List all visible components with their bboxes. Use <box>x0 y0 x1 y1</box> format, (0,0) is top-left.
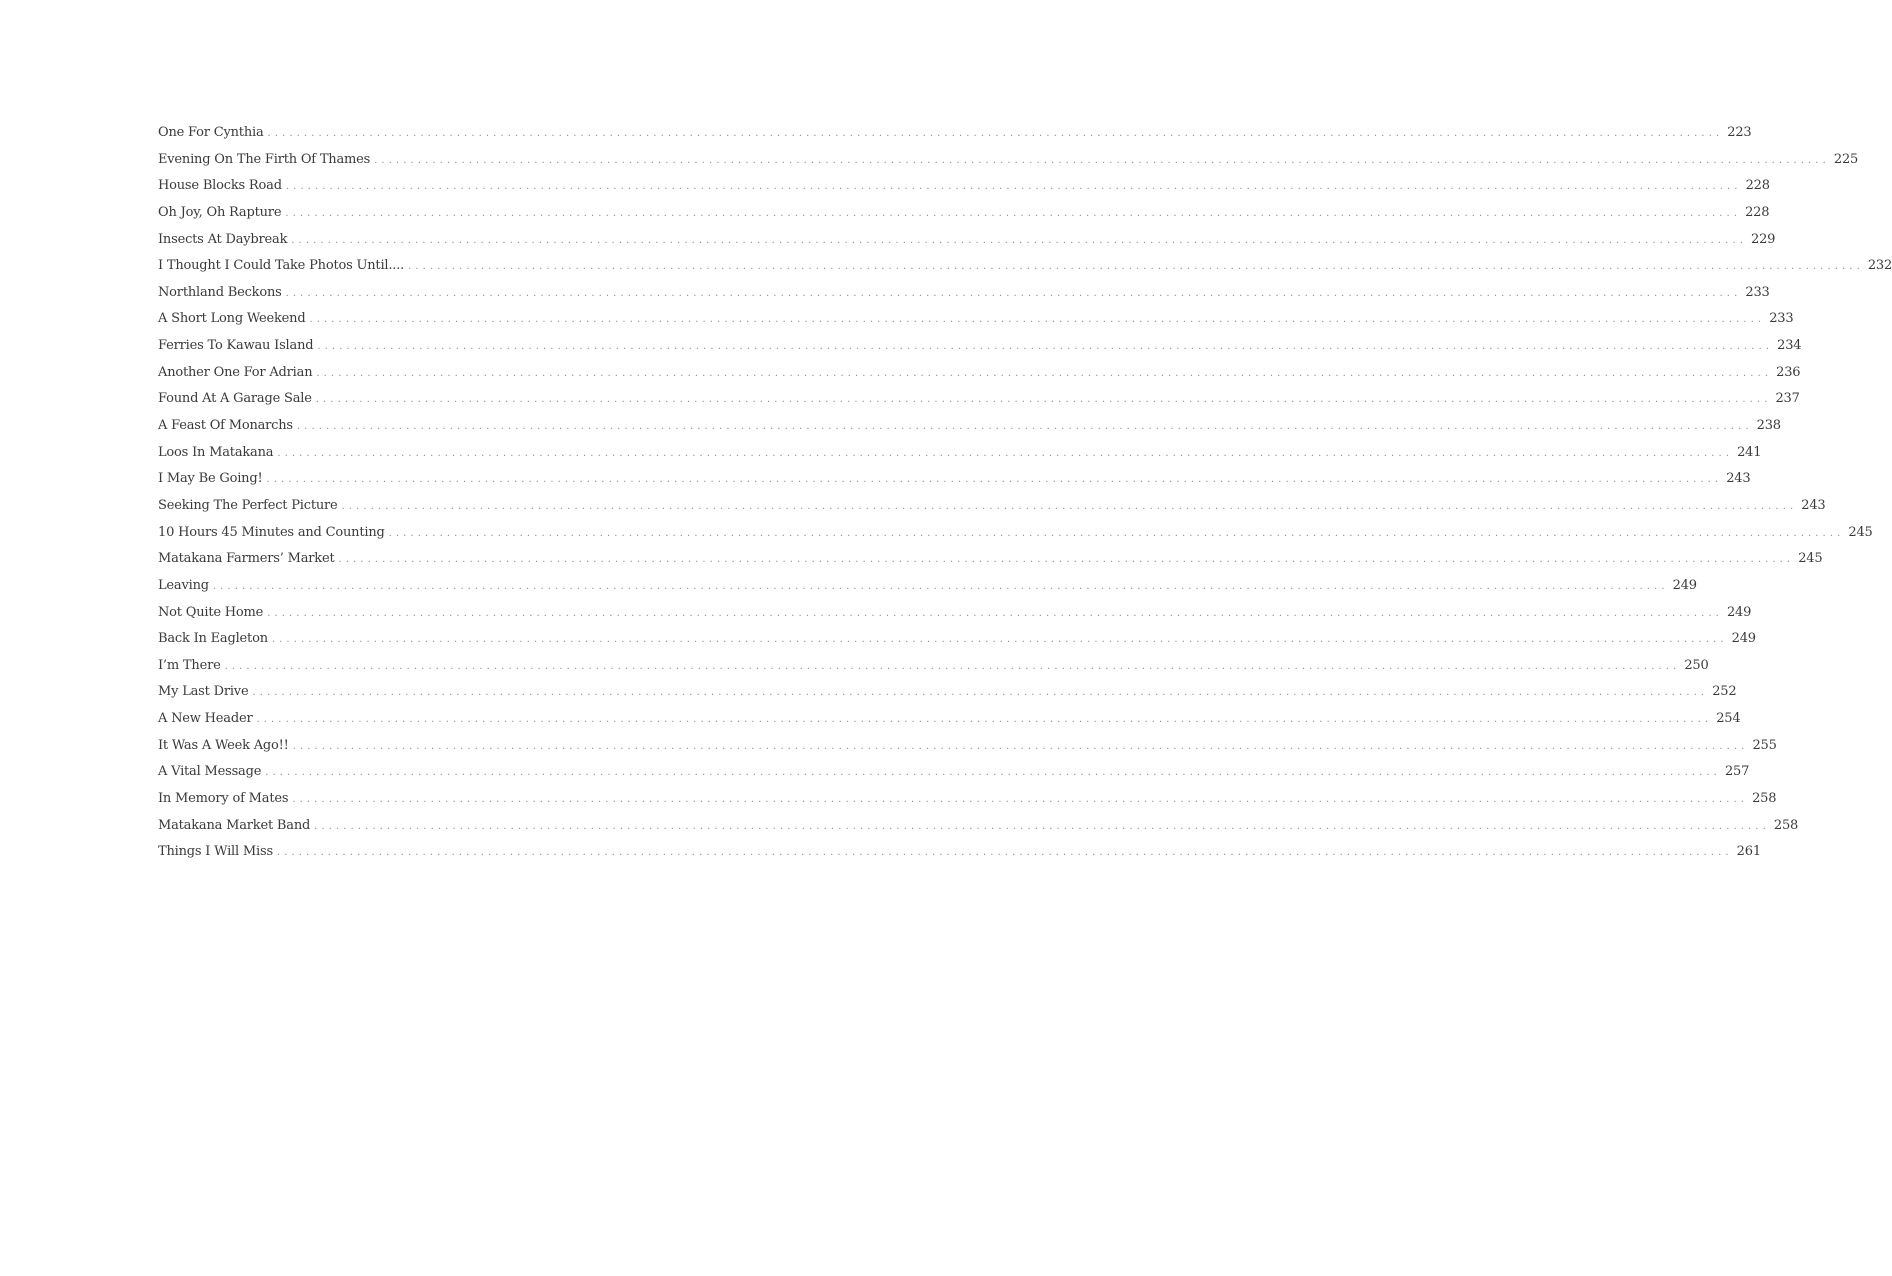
toc-entry-page: 243 <box>1801 497 1826 513</box>
dot-leader: ........................................................................................................................................................................................................ <box>341 500 1798 512</box>
toc-entry-title: Seeking The Perfect Picture <box>158 497 338 513</box>
toc-entry-title: Evening On The Firth Of Thames <box>158 151 371 167</box>
toc-entry-title: Not Quite Home <box>158 604 264 620</box>
dot-leader: ........................................................................................................................................................................................................ <box>314 820 1770 832</box>
toc-entry-title: House Blocks Road <box>158 178 282 194</box>
toc-entry[interactable] <box>158 600 1752 627</box>
dot-leader: ........................................................................................................................................................................................................ <box>296 421 1753 433</box>
toc-entry[interactable] <box>158 173 1770 200</box>
dot-leader: ........................................................................................................................................................................................................ <box>212 580 1669 592</box>
toc-entry-page: 257 <box>1724 764 1750 780</box>
dot-leader: ........................................................................................................................................................................................................ <box>374 154 1830 166</box>
toc-entry-page: 249 <box>1731 631 1756 647</box>
toc-entry[interactable] <box>158 386 1800 413</box>
toc-entry[interactable] <box>158 280 1770 307</box>
dot-leader: ........................................................................................................................................................................................................ <box>265 767 1721 779</box>
toc-entry[interactable] <box>158 759 1750 786</box>
toc-entry-title: My Last Drive <box>158 684 249 700</box>
toc-entry[interactable] <box>158 413 1781 440</box>
toc-entry-title: 10 Hours 45 Minutes and Counting <box>158 524 385 540</box>
toc-entry-page: 228 <box>1745 178 1770 194</box>
toc-entry-title: In Memory of Mates <box>158 791 289 807</box>
toc-entry-page: 243 <box>1726 471 1751 487</box>
toc-entry-title: A Short Long Weekend <box>158 311 306 327</box>
dot-leader: ........................................................................................................................................................................................................ <box>276 847 1733 859</box>
dot-leader: ........................................................................................................................................................................................................ <box>267 128 1724 139</box>
dot-leader: ........................................................................................................................................................................................................ <box>256 714 1713 726</box>
toc-entry[interactable] <box>158 626 1756 653</box>
toc-entry[interactable] <box>158 813 1799 840</box>
toc-entry[interactable] <box>158 679 1737 706</box>
toc-entry[interactable] <box>158 147 1859 174</box>
toc-entry[interactable] <box>158 493 1826 520</box>
toc-entry-page: 237 <box>1775 391 1800 407</box>
toc-entry-page: 233 <box>1745 284 1770 300</box>
toc-entry-page: 228 <box>1745 204 1770 220</box>
toc-entry[interactable] <box>158 227 1776 254</box>
toc-entry-title: Another One For Adrian <box>158 364 313 380</box>
toc-entry-title: Things I Will Miss <box>158 844 273 860</box>
toc-entry-page: 245 <box>1848 524 1873 540</box>
toc-entry-title: I’m There <box>158 657 221 673</box>
toc-entry-title: Northland Beckons <box>158 284 282 300</box>
toc-entry-title: One For Cynthia <box>158 125 264 140</box>
dot-leader: ........................................................................................................................................................................................................ <box>267 607 1723 619</box>
dot-leader: ........................................................................................................................................................................................................ <box>338 554 1795 566</box>
dot-leader: ........................................................................................................................................................................................................ <box>316 367 1773 379</box>
toc-entry-title: Leaving <box>158 577 209 593</box>
toc-entry-page: 249 <box>1672 577 1697 593</box>
toc-entry-title: Oh Joy, Oh Rapture <box>158 204 282 220</box>
toc-entry[interactable] <box>158 653 1709 680</box>
toc-entry-page: 245 <box>1798 551 1823 567</box>
toc-entry[interactable] <box>158 200 1770 227</box>
toc-entry-title: It Was A Week Ago!! <box>158 737 289 753</box>
toc-entry-title: I Thought I Could Take Photos Until.... <box>158 258 405 274</box>
toc-entry-page: 238 <box>1756 418 1781 434</box>
toc-entry-page: 236 <box>1776 364 1801 380</box>
toc-entry-title: A New Header <box>158 711 253 727</box>
dot-leader: ........................................................................................................................................................................................................ <box>285 207 1742 219</box>
dot-leader: ........................................................................................................................................................................................................ <box>285 181 1742 193</box>
dot-leader: ........................................................................................................................................................................................................ <box>266 474 1723 486</box>
toc-entry-title: Insects At Daybreak <box>158 231 288 247</box>
toc-entry[interactable] <box>158 706 1741 733</box>
dot-leader: ........................................................................................................................................................................................................ <box>309 314 1766 326</box>
toc-entry[interactable] <box>158 520 1873 547</box>
toc-entry-title: A Feast Of Monarchs <box>158 418 293 434</box>
toc-entry[interactable] <box>158 546 1823 573</box>
dot-leader: ........................................................................................................................................................................................................ <box>315 394 1772 406</box>
toc-entry[interactable] <box>158 733 1777 760</box>
toc-entry-title: Back In Eagleton <box>158 631 268 647</box>
toc-entry[interactable] <box>158 360 1801 387</box>
toc-entry-page: 229 <box>1751 231 1776 247</box>
toc-entry-page: 233 <box>1769 311 1794 327</box>
toc-entry-page: 255 <box>1752 737 1777 753</box>
dot-leader: ........................................................................................................................................................................................................ <box>252 687 1709 699</box>
toc-entry[interactable] <box>158 306 1794 333</box>
dot-leader: ........................................................................................................................................................................................................ <box>271 634 1728 646</box>
dot-leader: ........................................................................................................................................................................................................ <box>285 287 1742 299</box>
toc-entry-page: 234 <box>1777 338 1802 354</box>
toc-entry-title: A Vital Message <box>158 764 262 780</box>
dot-leader: ........................................................................................................................................................................................................ <box>224 660 1681 672</box>
toc-entry-title: Ferries To Kawau Island <box>158 338 314 354</box>
toc-entry-page: 225 <box>1833 151 1859 167</box>
toc-entry-title: I May Be Going! <box>158 471 263 487</box>
toc-entry-title: Loos In Matakana <box>158 444 274 460</box>
toc-entry[interactable] <box>158 839 1761 866</box>
toc-entry-page: 241 <box>1737 444 1762 460</box>
toc-entry-page: 258 <box>1752 791 1777 807</box>
toc-entry-page: 258 <box>1773 817 1799 833</box>
toc-entry-page: 232 <box>1867 258 1892 274</box>
toc-entry-page: 223 <box>1727 125 1752 140</box>
dot-leader: ........................................................................................................................................................................................................ <box>317 341 1774 353</box>
toc-entry-title: Matakana Farmers’ Market <box>158 551 335 567</box>
dot-leader: ........................................................................................................................................................................................................ <box>408 261 1864 273</box>
toc-entry[interactable] <box>158 120 1752 147</box>
table-of-contents <box>158 120 1892 866</box>
toc-entry-page: 249 <box>1726 604 1752 620</box>
toc-entry[interactable] <box>158 333 1802 360</box>
dot-leader: ........................................................................................................................................................................................................ <box>277 447 1734 459</box>
toc-entry-page: 250 <box>1684 657 1709 673</box>
toc-entry[interactable] <box>158 786 1777 813</box>
dot-leader: ........................................................................................................................................................................................................ <box>292 794 1749 806</box>
toc-entry-page: 254 <box>1716 711 1741 727</box>
dot-leader: ........................................................................................................................................................................................................ <box>388 527 1845 539</box>
toc-entry[interactable] <box>158 253 1892 280</box>
dot-leader: ........................................................................................................................................................................................................ <box>291 234 1748 246</box>
toc-entry-title: Found At A Garage Sale <box>158 391 312 407</box>
toc-entry-page: 252 <box>1712 684 1737 700</box>
toc-entry-title: Matakana Market Band <box>158 817 311 833</box>
toc-entry-page: 261 <box>1736 844 1761 860</box>
toc-entry[interactable] <box>158 573 1697 600</box>
toc-entry[interactable] <box>158 440 1762 467</box>
toc-entry[interactable] <box>158 466 1751 493</box>
dot-leader: ........................................................................................................................................................................................................ <box>292 740 1749 752</box>
